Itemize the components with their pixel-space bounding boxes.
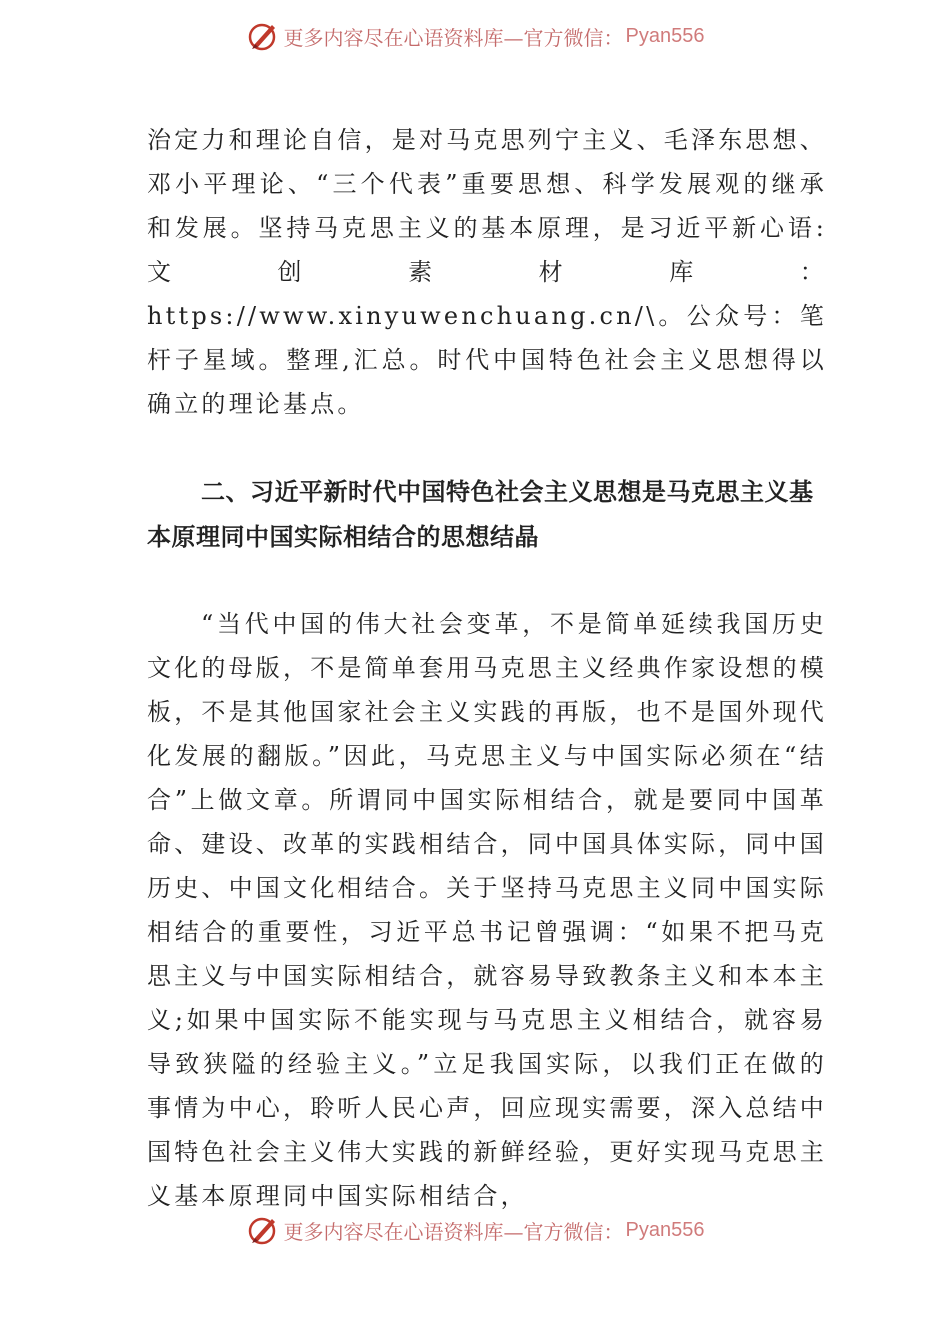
paragraph-2: “当代中国的伟大社会变革，不是简单延续我国历史文化的母版，不是简单套用马克思主义经典作家设想的模板，不是其他国家社会主义实践的再版，也不是国外现代化发展的翻版。”因此，马克思主义与中国实际必须在“结合”上做文章。所谓同中国实际相结合，就是要同中国革命、建设、改革的实践相结合，同中国具体实际，同中国历史、中国文化相结合。关于坚持马克思主义同中国实际相结合的重要性，习近平总书记曾强调：“如果不把马克思主义与中国实际相结合，就容易导致教条主义和本本主义;如果中国实际不能实现与马克思主义相结合，就容易导致狭隘的经验主义。”立足我国实际，以我们正在做的事情为中心，聆听人民心声，回应现实需要，深入总结中国特色社会主义伟大实践的新鲜经验，更好实现马克思主义基本原理同中国实际相结合， xyxy=(147,610,827,1210)
document-body xyxy=(147,118,827,1218)
pen-logo-icon xyxy=(246,19,280,53)
pen-logo-icon xyxy=(246,1213,280,1247)
header-watermark xyxy=(0,14,950,58)
banner-wechat-id: Pyan556 xyxy=(625,24,705,47)
section-heading: 二、习近平新时代中国特色社会主义思想是马克思主义基本原理同中国实际相结合的思想结晶 xyxy=(147,478,814,551)
footer-watermark xyxy=(0,1208,950,1252)
banner-text: 更多内容尽在心语资料库—官方微信： xyxy=(283,1219,624,1244)
banner-text: 更多内容尽在心语资料库—官方微信： xyxy=(283,25,624,50)
banner-wechat-id: Pyan556 xyxy=(625,1218,705,1241)
paragraph-1: 治定力和理论自信，是对马克思列宁主义、毛泽东思想、邓小平理论、“三个代表”重要思想、科学发展观的继承和发展。坚持马克思主义的基本原理，是习近平新心语:文创素材库：https://www.xinyuwenchuang.cn/\。公众号：笔杆子星域。整理,汇总。时代中国特色社会主义思想得以确立的理论基点。 xyxy=(147,126,827,418)
